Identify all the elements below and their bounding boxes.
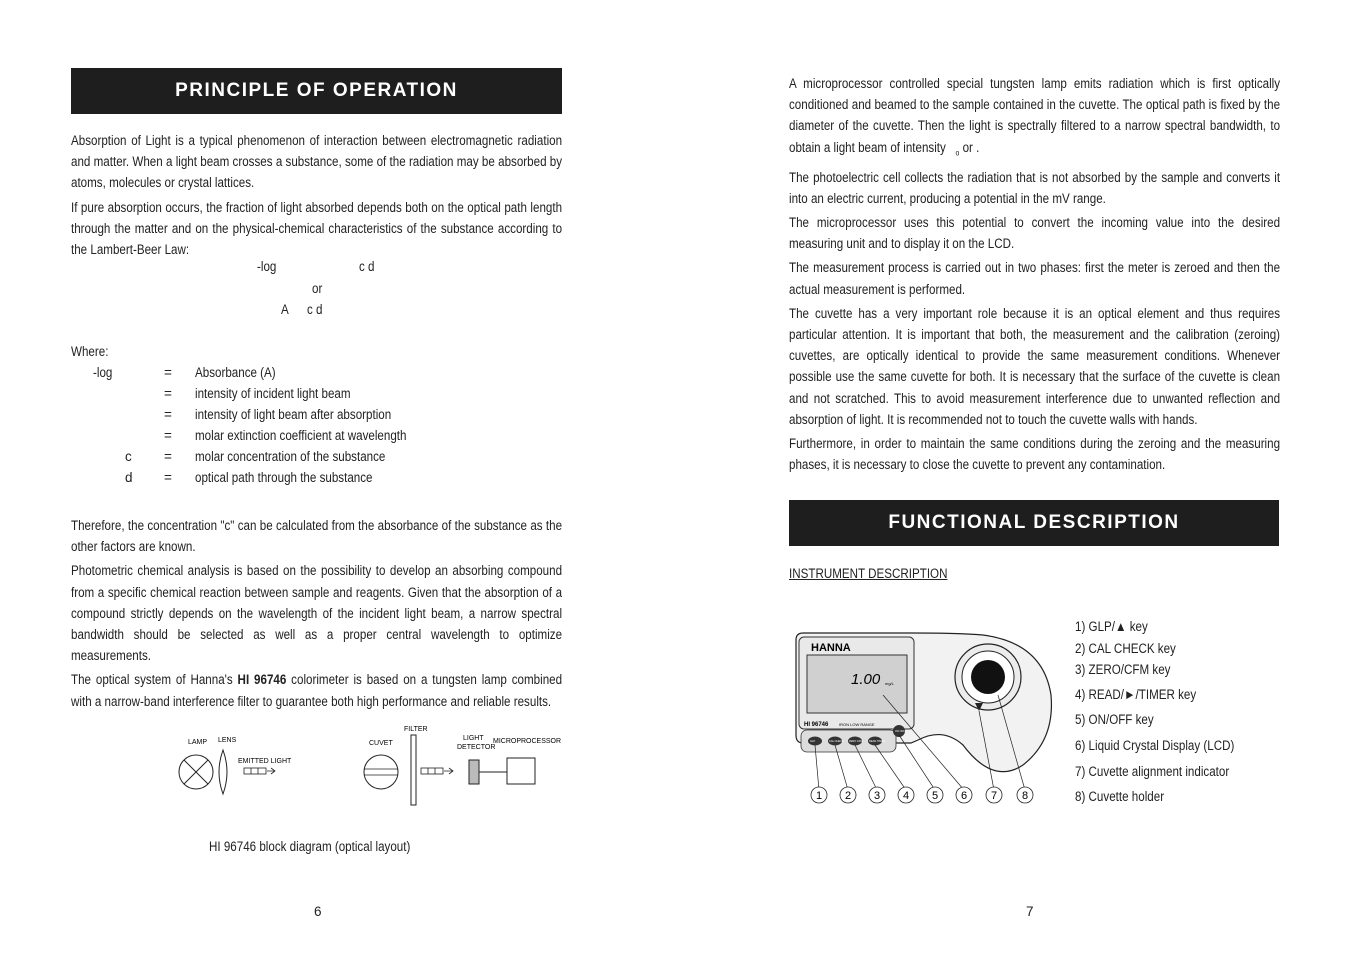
microprocessor-box (503, 757, 539, 787)
callout-4: 4 (902, 790, 910, 802)
callout-1: 1 (815, 790, 823, 802)
instrument-illustration (793, 625, 1063, 810)
legend-item: 6) Liquid Crystal Display (LCD) (1075, 738, 1235, 753)
functional-heading: FUNCTIONAL DESCRIPTION (789, 500, 1279, 546)
microprocessor-label: MICROPROCESSOR (493, 738, 562, 745)
paragraph-tungsten-lamp: A microprocessor controlled special tungsten lamp emits radiation which is first optically conditioned and beamed to the sample contained in the cuvette. The optical path is fixed by the diameter of the cuvette. Then the light is spectrally filtered to a narrow spectral bandwidth, to obtain a light beam of intensity $_o$ or . (789, 76, 1281, 158)
instrument-subheading: INSTRUMENT DESCRIPTION (789, 566, 948, 581)
paragraph-lambert-beer: If pure absorption occurs, the fraction of light absorbed depends both on the optical path length through the matter and on the physical-chemical characteristics of the substance according to the Lambert-Beer Law: (71, 199, 563, 258)
model-label: HI 96746 (804, 722, 829, 728)
detector-icon (469, 760, 479, 784)
cuvet-icon (364, 755, 398, 789)
body-text-2 (71, 515, 642, 715)
lcd-unit: mg/L (885, 681, 894, 686)
paragraph-measurement-process: The measurement process is carried out in two phases: first the meter is zeroed and then the actual measurement is performed. (789, 260, 1281, 297)
paragraph-optical-system: The optical system of Hanna's HI 96746 colorimeter is based on a tungsten lamp combined with a narrow-band interference filter to guarantee both high performance and reliable results. (71, 672, 563, 709)
formula-or: or (312, 281, 323, 296)
detector-label: DETECTOR (457, 744, 496, 751)
callout-7: 7 (990, 790, 998, 802)
callout-3: 3 (873, 790, 881, 802)
brand-logo: HANNA (811, 642, 851, 654)
filter-icon (411, 735, 416, 805)
cuvette-holder[interactable] (971, 660, 1005, 694)
lens-label: LENS (218, 737, 237, 744)
glp-key[interactable] (808, 737, 822, 746)
page-number: 7 (1026, 904, 1034, 919)
paragraph-photoelectric: The photoelectric cell collects the radiation that is not absorbed by the sample and converts it into an electric current, producing a potential in the mV range. (789, 169, 1281, 206)
optical-block-diagram (171, 720, 562, 810)
lens-icon (219, 750, 227, 794)
paragraph-microprocessor: The microprocessor uses this potential to convert the incoming value into the desired measuring unit and to display it on the LCD. (789, 214, 1281, 252)
paragraph-contamination: Furthermore, in order to maintain the same conditions during the zeroing and the measuring phases, it is necessary to close the cuvette to prevent any contamination. (789, 435, 1281, 473)
definitions-list: -log = Absorbance (A) = intensity of incident light beam = intensity of light beam after absorption = molar extinction coefficient at wavelength c = molar concentration of the substance d = optical path through the substance (93, 365, 407, 485)
formula-log: -log (257, 259, 277, 274)
legend-item: 8) Cuvette holder (1075, 789, 1165, 804)
lcd-reading: 1.00 (851, 671, 881, 688)
legend-item: 2) CAL CHECK key (1075, 641, 1176, 656)
callout-6: 6 (960, 790, 968, 802)
callout-2: 2 (844, 790, 852, 802)
right-body-text (789, 73, 1360, 478)
emitted-light-beam (244, 768, 266, 774)
formula-a: A (281, 302, 289, 317)
legend-item: 1) GLP/▲ key (1075, 619, 1148, 634)
callout-5: 5 (931, 790, 939, 802)
formula-cd-1: c d (359, 259, 375, 274)
lamp-label: LAMP (188, 739, 208, 746)
intro-text (71, 130, 642, 263)
callout-8: 8 (1021, 790, 1029, 802)
svg-text:CAL CHECK: CAL CHECK (829, 740, 844, 743)
svg-text:ZERO CFM: ZERO CFM (849, 740, 863, 743)
paragraph-concentration: Therefore, the concentration "c" can be calculated from the absorbance of the substance as the other factors are known. (71, 518, 563, 555)
where-label: Where: (71, 344, 109, 359)
model-sublabel: IRON LOW RANGE (839, 722, 875, 727)
instrument-legend (1075, 619, 1275, 814)
cuvet-label: CUVET (369, 740, 393, 747)
svg-text:GLP: GLP (810, 740, 816, 743)
paragraph-absorption: Absorption of Light is a typical phenomenon of interaction between electromagnetic radiation and matter. When a light beam crosses a substance, some of the radiation may be absorbed by atoms, molecules or crystal lattices. (71, 133, 563, 191)
paragraph-cuvette: The cuvette has a very important role because it is an optical element and thus requires particular attention. It is important that both, the measurement and the calibration (zeroing) cuvettes, are optically identical to provide the same measurement conditions. Whenever possible use the same cuvette for both. It is necessary that the surface of the cuvette is clean and not scratched. This to avoid measurement interference due to unwanted reflection and absorption of light. It is recommended not to touch the cuvette walls with hands. (789, 305, 1281, 427)
legend-item: 5) ON/OFF key (1075, 712, 1154, 727)
legend-item: 3) ZERO/CFM key (1075, 662, 1171, 677)
formula-cd-2: c d (307, 302, 323, 317)
emitted-light-label: EMITTED LIGHT (238, 758, 292, 765)
legend-item: 4) READ/►/TIMER key (1075, 687, 1197, 702)
paragraph-photometric: Photometric chemical analysis is based on the possibility to develop an absorbing compound from a specific chemical reaction between sample and reagents. Given that the absorption of a compound strictly depends on the wavelength of the incident light beam, a narrow spectral bandwidth should be selected as well as a proper central wavelength to optimize measurements. (71, 563, 563, 664)
principle-heading: PRINCIPLE OF OPERATION (71, 68, 562, 114)
light-label: LIGHT (463, 735, 484, 742)
legend-item: 7) Cuvette alignment indicator (1075, 764, 1230, 779)
svg-text:READ TIMER: READ TIMER (869, 740, 885, 743)
filter-label: FILTER (404, 726, 428, 733)
page-number: 6 (314, 904, 322, 919)
svg-text:ON OFF: ON OFF (895, 730, 905, 733)
diagram-caption: HI 96746 block diagram (optical layout) (209, 839, 411, 854)
filtered-light-beam (421, 768, 443, 774)
